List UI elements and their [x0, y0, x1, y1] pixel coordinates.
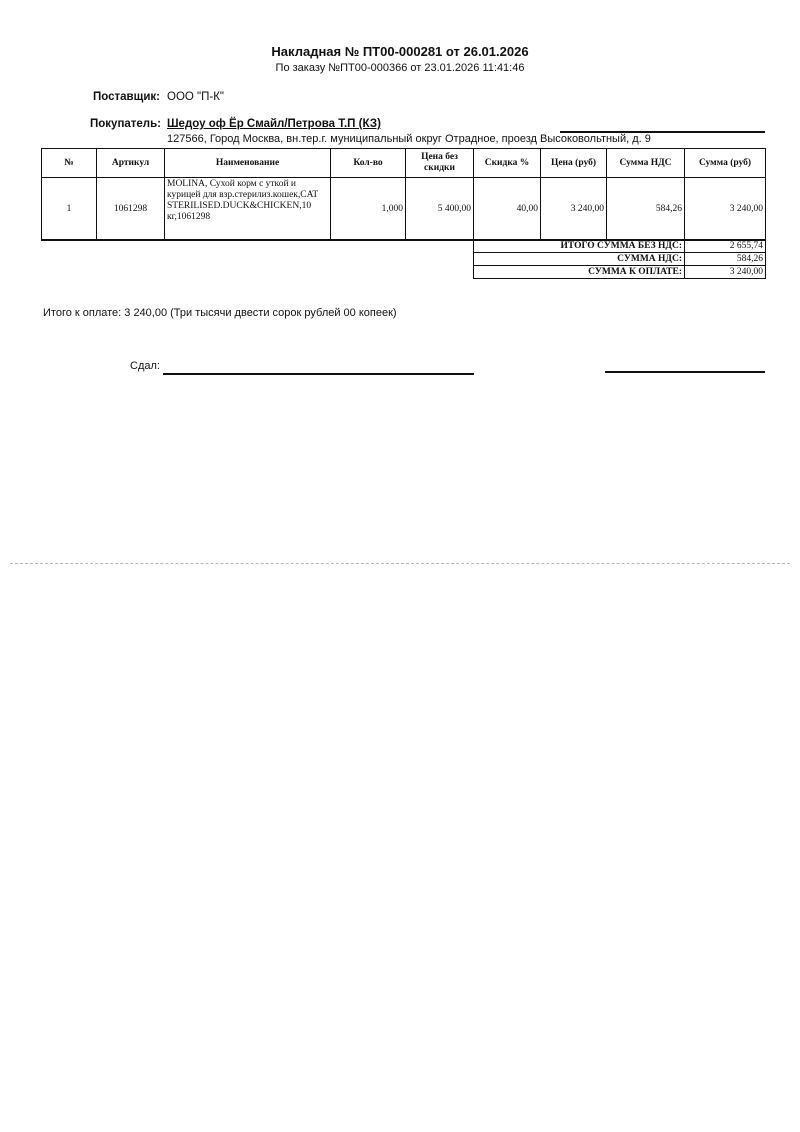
- cell-discount: 40,00: [474, 178, 541, 241]
- total-to-pay-label: СУММА К ОПЛАТЕ:: [474, 266, 685, 279]
- total-vat-row: [474, 253, 766, 266]
- sum-in-words: Итого к оплате: 3 240,00 (Три тысячи двести сорок рублей 00 копеек): [43, 307, 397, 319]
- cell-qty: 1,000: [331, 178, 406, 241]
- total-vat-value: 584,26: [685, 253, 766, 266]
- buyer-value: Шедоу оф Ёр Смайл/Петрова Т.П (КЗ): [167, 118, 381, 130]
- scan-artifact-line: [10, 563, 790, 564]
- header-price: Цена (руб): [541, 149, 607, 178]
- supplier-value: ООО "П-К": [167, 91, 224, 103]
- total-to-pay-row: [474, 266, 766, 279]
- header-price-no-discount: Цена без скидки: [406, 149, 474, 178]
- cell-name: MOLINA, Сухой корм с уткой и курицей для взр.стерилиз.кошек,CAT STERILISED.DUCK&CHICKEN,10 кг,1061298: [165, 178, 331, 241]
- header-article: Артикул: [97, 149, 165, 178]
- header-discount: Скидка %: [474, 149, 541, 178]
- cell-vat-sum: 584,26: [607, 178, 685, 241]
- cell-price-no-discount: 5 400,00: [406, 178, 474, 241]
- header-name: Наименование: [165, 149, 331, 178]
- header-num: №: [42, 149, 97, 178]
- document-title: Накладная № ПТ00-000281 от 26.01.2026: [271, 44, 529, 59]
- supplier-label: Поставщик:: [93, 91, 160, 103]
- cell-article: 1061298: [97, 178, 165, 241]
- order-reference: По заказу №ПТ00-000366 от 23.01.2026 11:41:46: [275, 62, 525, 74]
- table-row: [42, 178, 766, 241]
- total-to-pay-value: 3 240,00: [685, 266, 766, 279]
- cell-num: 1: [42, 178, 97, 241]
- header-vat-sum: Сумма НДС: [607, 149, 685, 178]
- total-no-vat-row: [474, 240, 766, 253]
- signature-name-line: [605, 371, 765, 373]
- items-table: [41, 148, 766, 241]
- totals-table: [473, 239, 766, 279]
- buyer-address: 127566, Город Москва, вн.тер.г. муниципальный округ Отрадное, проезд Высоковольтный, д. 9: [167, 133, 651, 145]
- header-qty: Кол-во: [331, 149, 406, 178]
- total-vat-label: СУММА НДС:: [474, 253, 685, 266]
- cell-price: 3 240,00: [541, 178, 607, 241]
- signature-label: Сдал:: [130, 360, 160, 372]
- table-header-row: [42, 149, 766, 178]
- total-no-vat-value: 2 655,74: [685, 240, 766, 253]
- table-bottom-rule: [41, 239, 473, 240]
- header-sum: Сумма (руб): [685, 149, 766, 178]
- signature-line: [163, 373, 474, 375]
- total-no-vat-label: ИТОГО СУММА БЕЗ НДС:: [474, 240, 685, 253]
- cell-sum: 3 240,00: [685, 178, 766, 241]
- buyer-label: Покупатель:: [90, 118, 162, 130]
